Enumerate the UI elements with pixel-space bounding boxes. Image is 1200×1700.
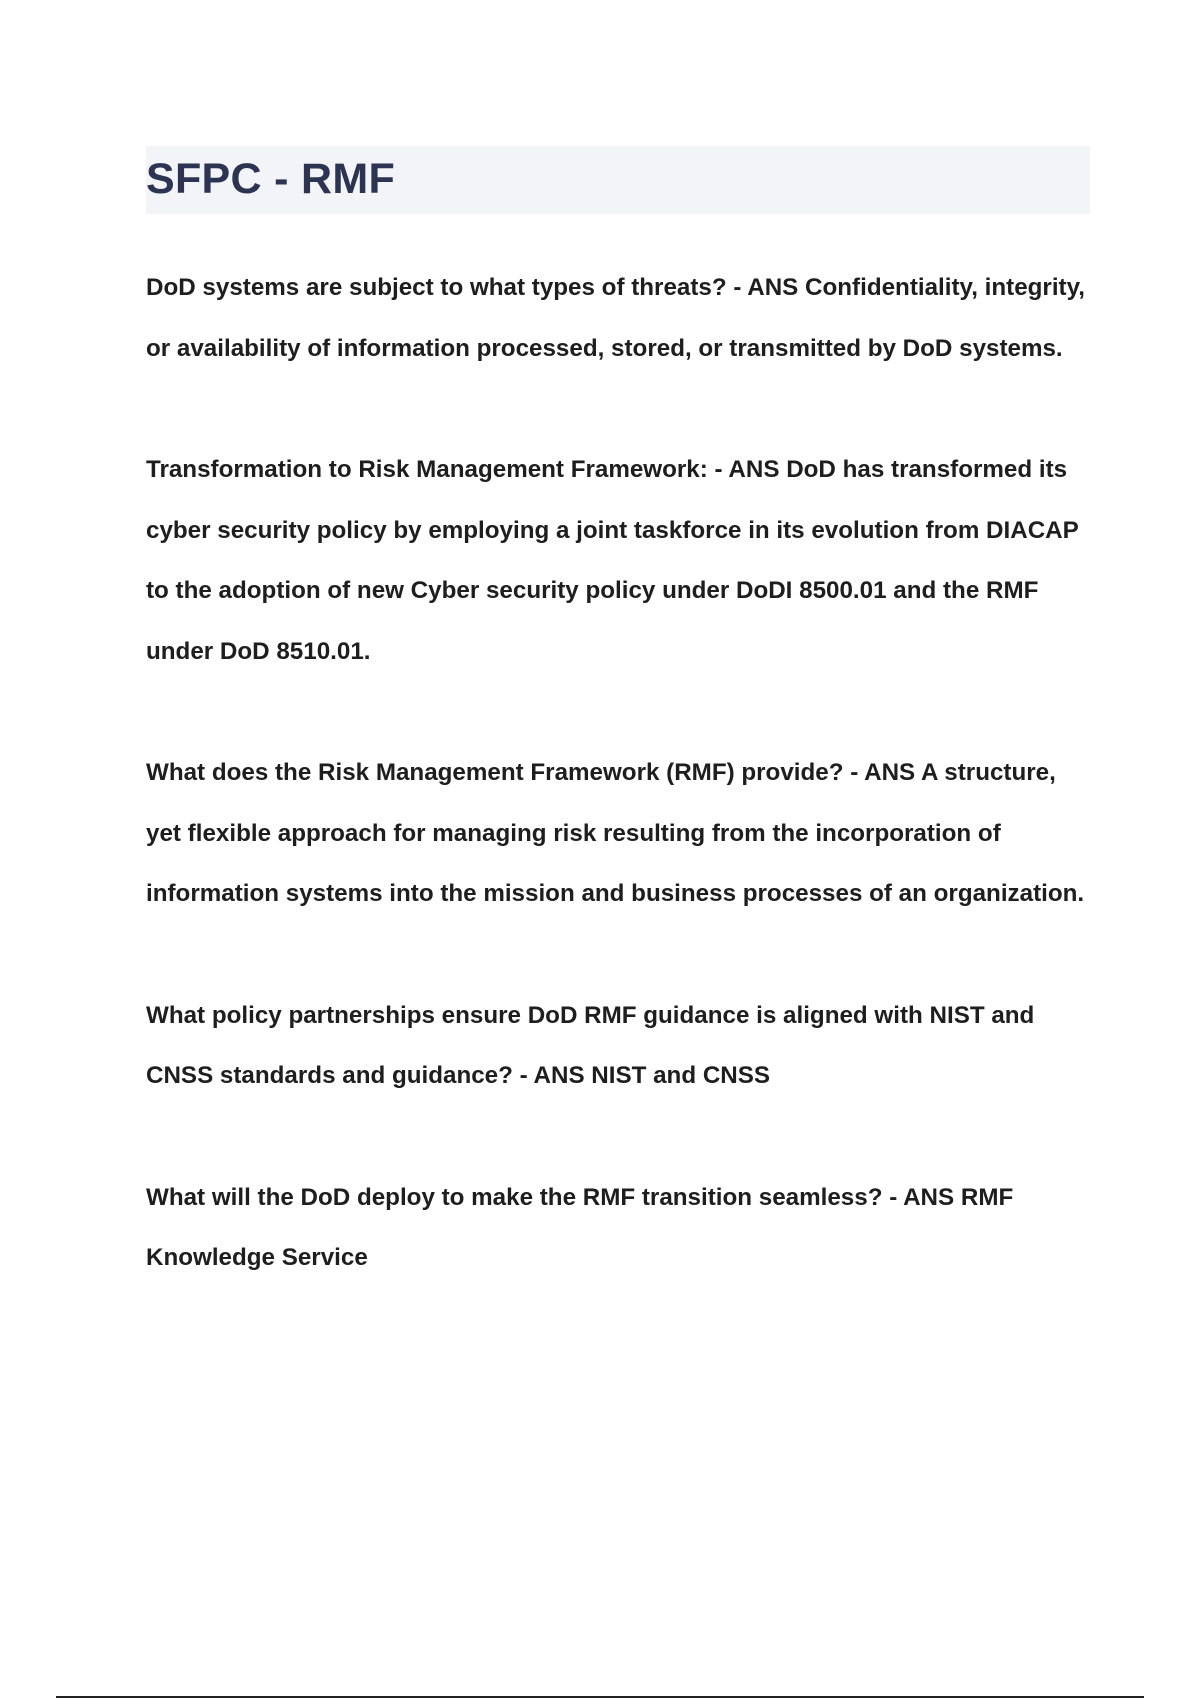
qa-entry: What does the Risk Management Framework (RMF) provide? - ANS A structure, yet flexible approach for managing risk resulting from the incorporation of information systems into the mission and business processes of an organization. <box>146 759 1085 907</box>
title-banner <box>146 146 1090 214</box>
qa-entry: Transformation to Risk Management Framework: - ANS DoD has transformed its cyber security policy by employing a joint taskforce in its evolution from DIACAP to the adoption of new Cyber security policy under DoDI 8500.01 and the RMF under DoD 8510.01. <box>146 456 1079 665</box>
footer-divider <box>56 1696 1144 1698</box>
qa-entry: What policy partnerships ensure DoD RMF guidance is aligned with NIST and CNSS standards and guidance? - ANS NIST and CNSS <box>146 1001 1035 1089</box>
page-title: SFPC - RMF <box>146 155 396 203</box>
qa-list <box>146 258 1091 1350</box>
qa-entry: DoD systems are subject to what types of threats? - ANS Confidentiality, integrity, or availability of information processed, stored, or transmitted by DoD systems. <box>146 274 1085 362</box>
qa-entry: What will the DoD deploy to make the RMF transition seamless? - ANS RMF Knowledge Service <box>146 1183 1014 1271</box>
